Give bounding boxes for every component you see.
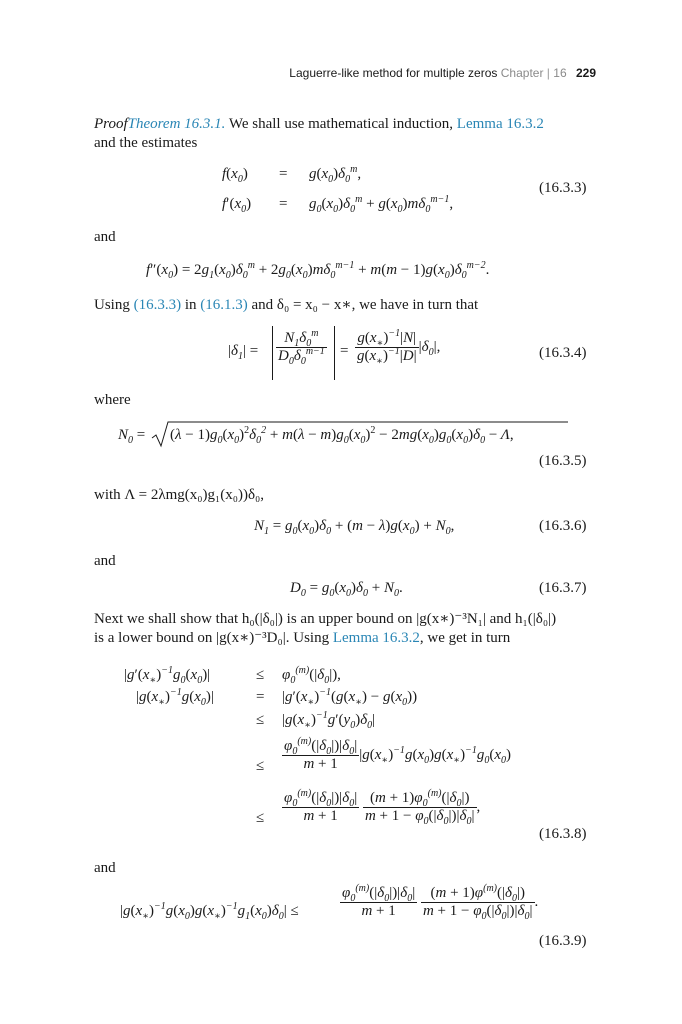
next-line2-a: is a lower bound on |g(x∗)⁻³D₀|. Using (94, 630, 330, 646)
eq-number-16-3-3: (16.3.3) (539, 180, 587, 196)
eq-number-16-3-5: (16.3.5) (539, 453, 587, 469)
using-prefix: Using (94, 297, 130, 313)
text-and-1: and (94, 229, 116, 245)
eq-16-3-8-op3: ≤ (256, 712, 265, 728)
chapter-number: 16 (553, 66, 567, 80)
abs-bar-left (272, 326, 273, 380)
text-and-2: and (94, 553, 116, 569)
proof-text-b: and the estimates (94, 135, 198, 151)
eq-16-3-4-lhs: $|\delta_1|$ = (228, 343, 259, 362)
eq-16-3-3-eq2: = (279, 196, 288, 212)
page-number: 229 (575, 66, 596, 80)
eq-16-3-9-rhs: $\frac{\varphi_0^{(m)}(|\delta_0|)|\delta_0|}{m + 1}$ $\frac{(m + 1)\varphi^{(m)}(|\delta_0|)}{m + 1 - \varphi_0(|\delta_0|)|\delta_0|}$ . (342, 883, 539, 922)
eq-number-16-3-6: (16.3.6) (539, 518, 587, 534)
next-line2-b: , we get in turn (419, 630, 511, 646)
eq-number-16-3-4: (16.3.4) (539, 345, 587, 361)
lemma-link-2[interactable]: Lemma 16.3.2 (332, 630, 420, 646)
eq-number-16-3-9: (16.3.9) (539, 933, 587, 949)
eq-16-3-8-r1: $\varphi_0^{(m)}(|\delta_0|)$, (282, 665, 341, 686)
proof-intro-line1 (94, 115, 544, 134)
header-separator: | (546, 66, 550, 80)
next-line2 (94, 629, 510, 648)
in-word: in (184, 297, 197, 313)
eq-16-3-3-line2: $f'(x_0)$ (222, 196, 252, 215)
eq-16-3-3-line1: $f(x_0)$ (222, 166, 248, 185)
eq-16-3-5-radicand: $(\lambda - 1)g_0(x_0)^2\delta_0^2 + m(\lambda - m)g_0(x_0)^2 - 2mg(x_0)g_0(x_0)\delta_0 - \Lambda$, (170, 425, 514, 446)
eq-16-3-8-r3: $|g(x_∗)^{-1}g'(y_0)\delta_0|$ (282, 710, 376, 731)
eq-16-3-3-rhs1: $g(x_0)\delta_0^m$, (309, 164, 362, 185)
eq-16-3-4-frac2: $\frac{g(x_∗)^{-1}|N|}{g(x_∗)^{-1}|D|}$ $|\delta_0|$, (357, 328, 441, 367)
eq-16-3-4-frac1: $\frac{N_1\delta_0^m}{D_0\delta_0^{m-1}}$ (278, 328, 325, 367)
eq-16-3-7: $D_0 = g_0(x_0)\delta_0 + N_0$. (290, 580, 403, 599)
eq-16-3-5: $N_0$ = (118, 427, 146, 446)
abs-bar-right (334, 326, 335, 380)
running-title: Laguerre-like method for multiple zeros (289, 66, 498, 80)
eq-number-16-3-8: (16.3.8) (539, 826, 587, 842)
eq-16-3-8-op1: ≤ (256, 667, 265, 683)
ref-16-3-3-link[interactable]: (16.3.3) (133, 297, 182, 313)
eq-16-3-8-op5: ≤ (256, 810, 265, 826)
eq-16-3-6: $N_1 = g_0(x_0)\delta_0 + (m - \lambda)g(x_0) + N_0$, (254, 518, 455, 537)
eq-fpp: $f''(x_0) = 2g_1(x_0)\delta_0^m + 2g_0(x_0)m\delta_0^{m-1} + m(m - 1)g(x_0)\delta_0^{m-2}$. (146, 260, 490, 281)
eq-16-3-3-rhs2: $g_0(x_0)\delta_0^m + g(x_0)m\delta_0^{m-1}$, (309, 194, 454, 215)
eq-16-3-8-r5: $\frac{\varphi_0^{(m)}(|\delta_0|)|\delta_0|}{m + 1}$ $\frac{(m + 1)\varphi_0^{(m)}(|\delta_0|)}{m + 1 - \varphi_0(|\delta_0|)|\delta_0|}$ , (284, 788, 481, 827)
eq-16-3-4-eq: = (340, 343, 349, 359)
eq-16-3-8-r4: $\frac{\varphi_0^{(m)}(|\delta_0|)|\delta_0|}{m + 1}$ $|g(x_∗)^{-1}g(x_0)g(x_∗)^{-1}g_0(x_0)$ (284, 736, 511, 772)
chapter-label: Chapter (500, 66, 544, 80)
eq-16-3-9-lhs: $|g(x_∗)^{-1}g(x_0)g(x_∗)^{-1}g_1(x_0)\delta_0|$ ≤ (120, 901, 299, 922)
eq-16-3-8-l1: $|g'(x_∗)^{-1}g_0(x_0)|$ (124, 665, 211, 686)
eq-16-3-8-op4: ≤ (256, 758, 265, 774)
running-header (289, 66, 596, 80)
eq-16-3-8-r2: $|g'(x_∗)^{-1}(g(x_∗) - g(x_0))$ (282, 687, 418, 708)
text-and-3: and (94, 860, 116, 876)
ref-16-1-3-link[interactable]: (16.1.3) (200, 297, 248, 313)
next-line1: Next we shall show that h₀(|δ₀|) is an upper bound on |g(x∗)⁻³N₁| and h₁(|δ₀|) (94, 611, 557, 627)
eq-16-3-3-eq1: = (279, 166, 288, 182)
proof-text-a: We shall use mathematical induction, (228, 116, 454, 132)
eq-16-3-8-l2: $|g(x_∗)^{-1}g(x_0)|$ (136, 687, 214, 708)
proof-label: Proof (94, 116, 128, 132)
lemma-link[interactable]: Lemma 16.3.2 (456, 116, 544, 132)
text-with-lambda: with Λ = 2λmg(x₀)g₁(x₀))δ₀, (94, 487, 265, 503)
using-line (94, 296, 478, 315)
text-where: where (94, 392, 131, 408)
eq-number-16-3-7: (16.3.7) (539, 580, 587, 596)
theorem-link[interactable]: Theorem 16.3.1. (127, 116, 226, 132)
eq-16-3-8-op2: = (256, 689, 265, 705)
using-suffix: and δ₀ = x₀ − x∗, we have in turn that (251, 297, 479, 313)
